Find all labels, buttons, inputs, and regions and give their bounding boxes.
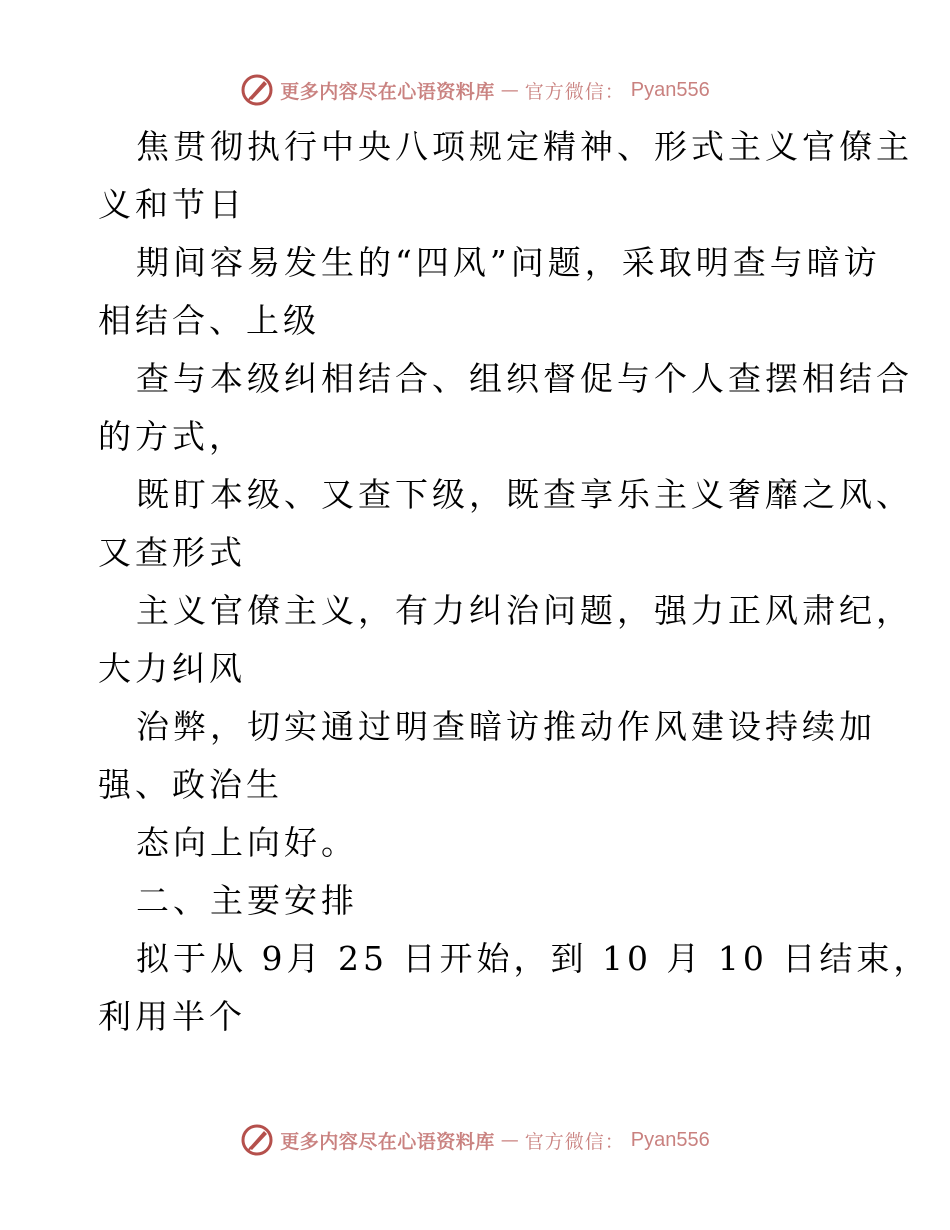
section-heading: 二、主要安排 <box>136 881 358 920</box>
watermark-separator: — <box>500 1129 519 1151</box>
text-line: 查与本级纠相结合、组织督促与个人查摆相结合 <box>136 359 913 398</box>
watermark-contact-label: 官方微信： <box>524 1130 625 1153</box>
text-line: 态向上向好。 <box>136 823 358 862</box>
watermark-contact-id: Pyan556 <box>630 78 710 101</box>
text-line: 强、政治生 <box>98 765 283 804</box>
body-text <box>98 118 931 1046</box>
watermark-contact-label: 官方微信： <box>524 80 625 103</box>
text-line: 义和节日 <box>98 185 246 224</box>
text-line: 相结合、上级 <box>98 301 320 340</box>
text-line: 又查形式 <box>98 533 246 572</box>
text-line: 既盯本级、又查下级，既查享乐主义奢靡之风、 <box>136 475 913 514</box>
text-line: 期间容易发生的“四风”问题，采取明查与暗访 <box>136 243 881 282</box>
text-line: 拟于从 9月 25 日开始，到 10 月 10 日结束， <box>136 939 931 978</box>
watermark-separator: — <box>500 79 519 101</box>
quill-logo-icon <box>240 1123 274 1157</box>
header-watermark <box>0 70 950 110</box>
text-line: 治弊，切实通过明查暗访推动作风建设持续加 <box>136 707 876 746</box>
text-line: 的方式， <box>98 417 246 456</box>
text-line: 利用半个 <box>98 997 246 1036</box>
watermark-contact-id: Pyan556 <box>630 1128 710 1151</box>
text-line: 焦贯彻执行中央八项规定精神、形式主义官僚主 <box>136 127 913 166</box>
text-line: 主义官僚主义，有力纠治问题，强力正风肃纪， <box>136 591 913 630</box>
footer-watermark <box>0 1120 950 1160</box>
text-line: 大力纠风 <box>98 649 246 688</box>
watermark-brand: 更多内容尽在心语资料库 <box>280 1130 495 1153</box>
quill-logo-icon <box>240 73 274 107</box>
watermark-brand: 更多内容尽在心语资料库 <box>280 80 495 103</box>
